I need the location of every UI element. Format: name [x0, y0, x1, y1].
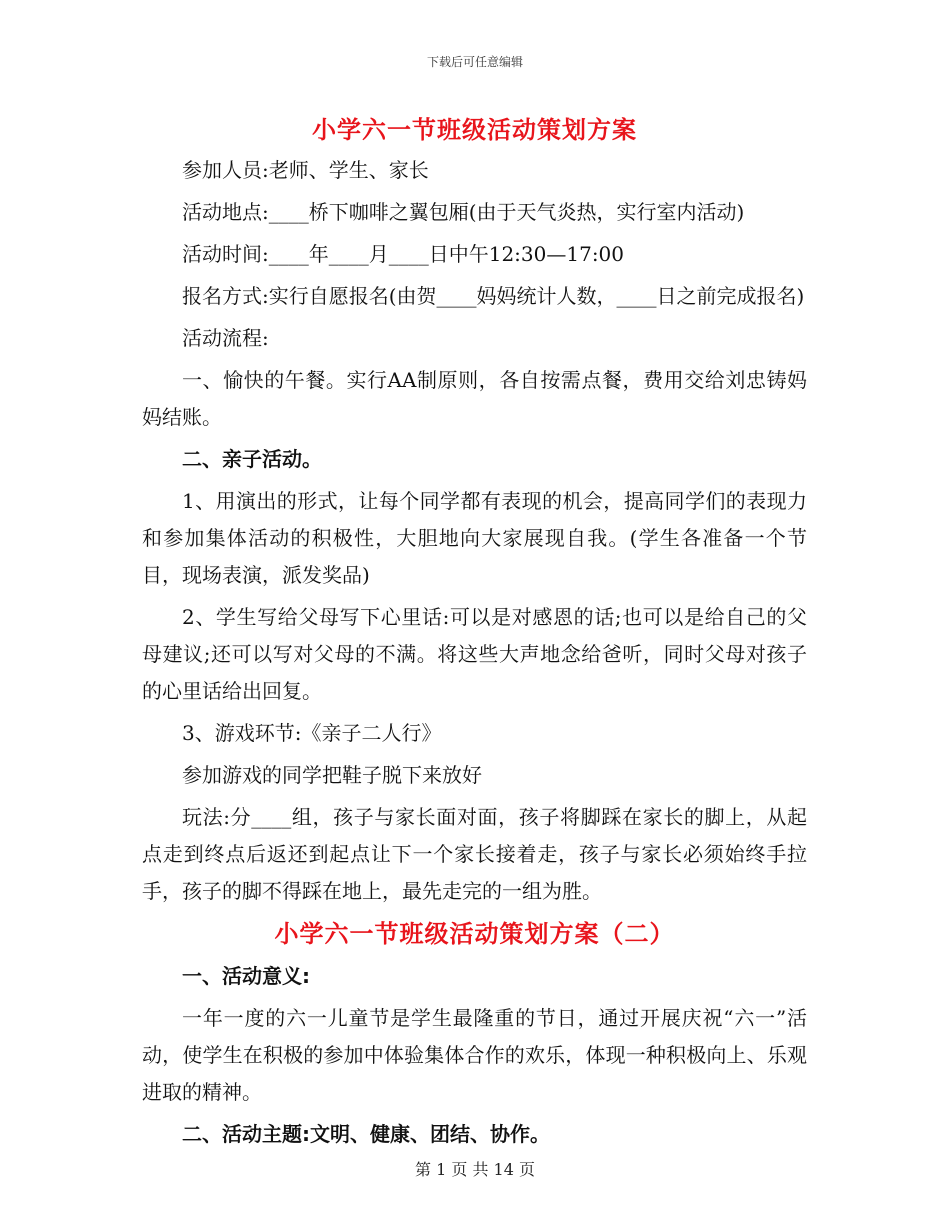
paragraph-lunch: 一、愉快的午餐。实行AA制原则，各自按需点餐，费用交给刘忠铸妈妈结账。	[142, 368, 807, 429]
page-footer: 第 1 页 共 14 页	[415, 1160, 535, 1179]
paragraph-game: 3、游戏环节:《亲子二人行》	[182, 721, 442, 745]
paragraph-letter: 2、学生写给父母写下心里话:可以是对感恩的话;也可以是给自己的父母建议;还可以写对父母的不满。将这些大声地念给爸听，同时父母对孩子的心里话给出回复。	[142, 605, 807, 703]
paragraph-process-heading: 活动流程:	[182, 326, 269, 350]
paragraph-meaning: 一年一度的六一儿童节是学生最隆重的节日，通过开展庆祝“六一”活动，使学生在积极的参加中体验集体合作的欢乐，体现一种积极向上、乐观进取的精神。	[142, 1006, 807, 1104]
document-title: 小学六一节班级活动策划方案	[312, 115, 637, 144]
paragraph-shoes: 参加游戏的同学把鞋子脱下来放好	[182, 763, 482, 787]
paragraph-location: 活动地点:____桥下咖啡之翼包厢(由于天气炎热，实行室内活动)	[182, 200, 745, 224]
paragraph-participants: 参加人员:老师、学生、家长	[182, 158, 429, 182]
header-note: 下载后可任意编辑	[426, 55, 523, 69]
paragraph-registration: 报名方式:实行自愿报名(由贺____妈妈统计人数，____日之前完成报名)	[182, 284, 805, 308]
heading-activity-meaning: 一、活动意义:	[182, 964, 310, 988]
document-body	[142, 110, 807, 1153]
heading-parent-child-activity: 二、亲子活动。	[182, 447, 322, 471]
paragraph-time: 活动时间:____年____月____日中午12:30—17:00	[182, 242, 625, 266]
heading-activity-theme: 二、活动主题:文明、健康、团结、协作。	[182, 1122, 550, 1146]
paragraph-performance: 1、用演出的形式，让每个同学都有表现的机会，提高同学们的表现力和参加集体活动的积极性，大胆地向大家展现自我。(学生各准备一个节目，现场表演，派发奖品)	[142, 489, 807, 587]
paragraph-rules: 玩法:分____组，孩子与家长面对面，孩子将脚踩在家长的脚上，从起点走到终点后返还到起点让下一个家长接着走，孩子与家长必须始终手拉手，孩子的脚不得踩在地上，最先走完的一组为胜。	[142, 805, 807, 903]
document-title-two: 小学六一节班级活动策划方案（二）	[274, 919, 675, 948]
